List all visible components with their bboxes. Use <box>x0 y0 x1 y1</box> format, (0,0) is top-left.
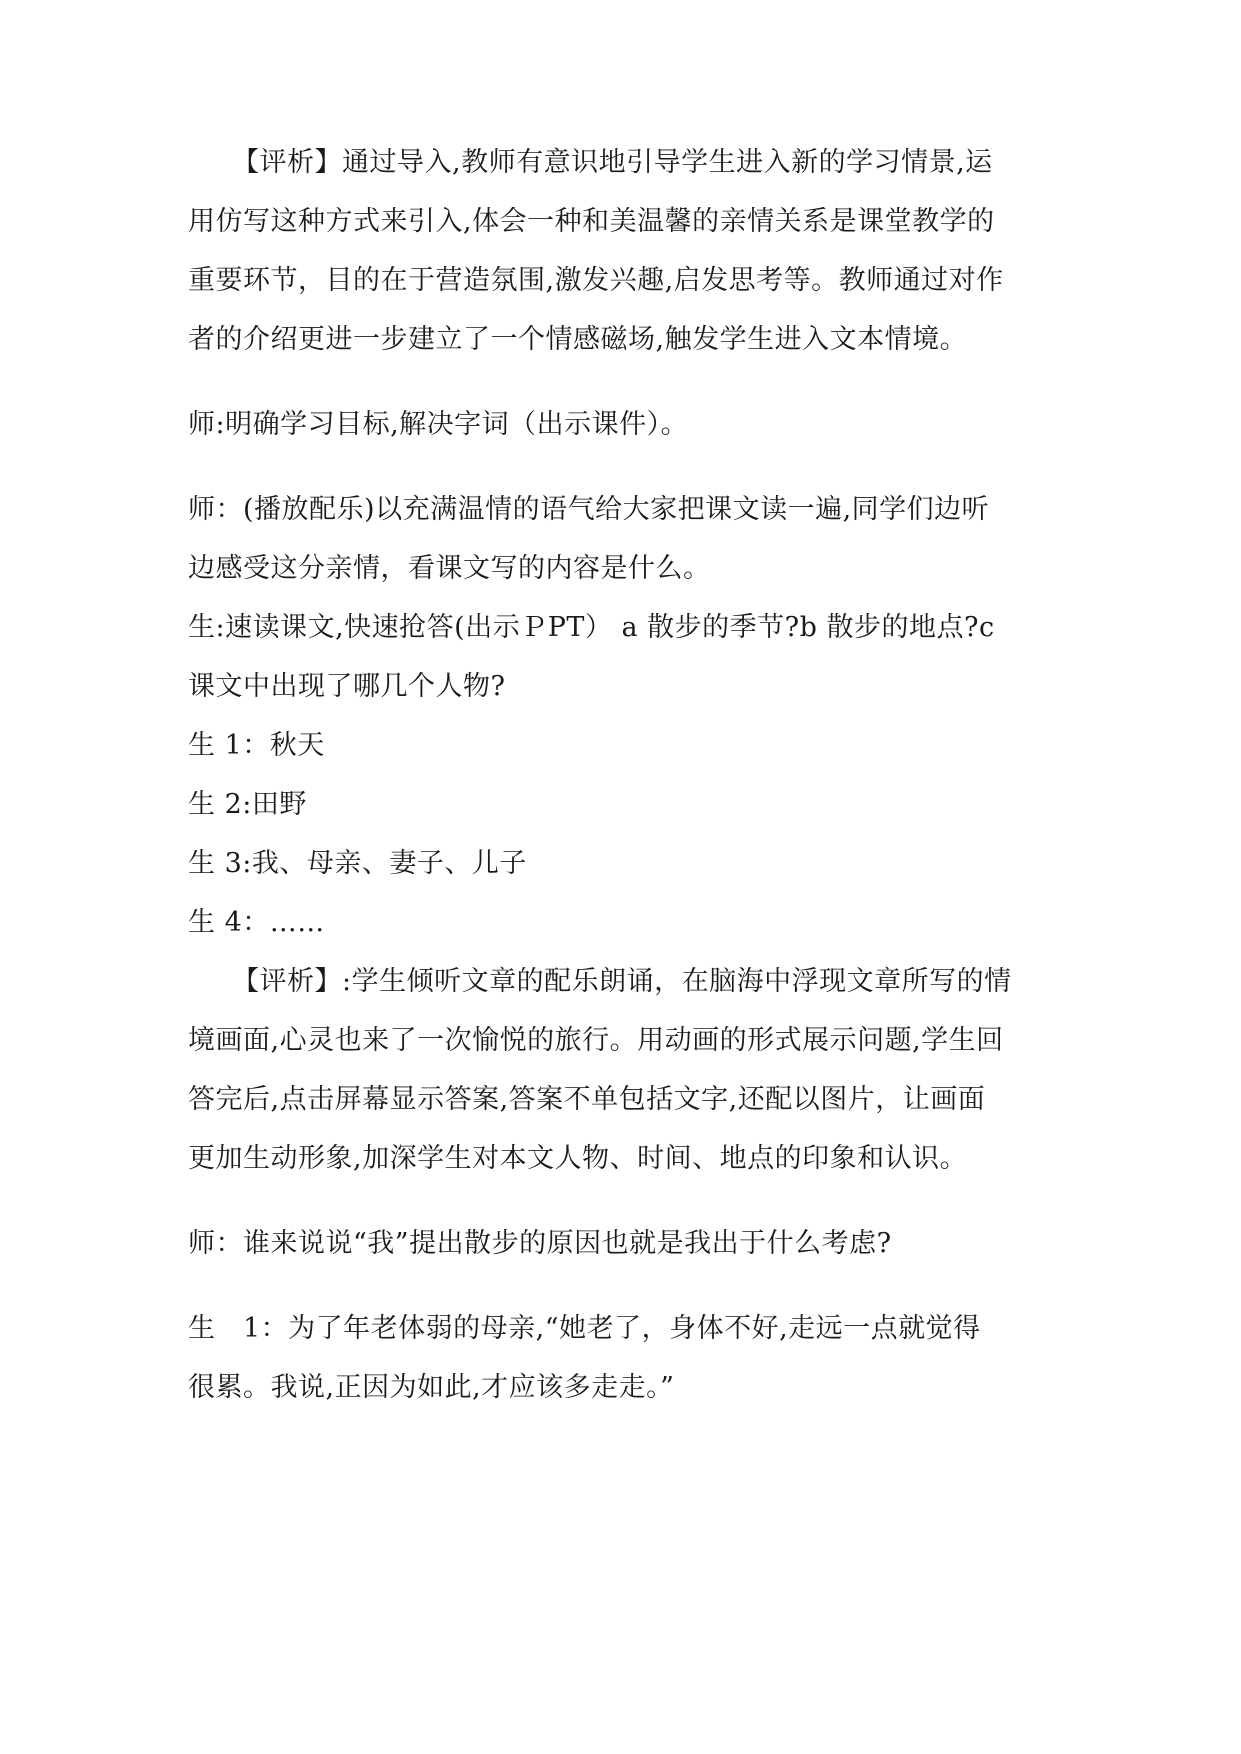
paragraph-analysis-1-line-3: 重要环节，目的在于营造氛围,激发兴趣,启发思考等。教师通过对作 <box>188 265 1004 296</box>
paragraph-analysis-2-line-2: 境画面,心灵也来了一次愉悦的旅行。用动画的形式展示问题,学生回 <box>188 1025 1004 1056</box>
paragraph-analysis-1-line-1: 【评析】通过导入,教师有意识地引导学生进入新的学习情景,运 <box>232 147 993 178</box>
paragraph-analysis-2-line-3: 答完后,点击屏幕显示答案,答案不单包括文字,还配以图片，让画面 <box>188 1084 986 1115</box>
student-1-reason-line-1: 生 1：为了年老体弱的母亲,“她老了，身体不好,走远一点就觉得 <box>188 1313 981 1344</box>
paragraph-analysis-1-line-4: 者的介绍更进一步建立了一个情感磁场,触发学生进入文本情境。 <box>188 324 968 355</box>
student-2-answer: 生 2:田野 <box>188 789 307 820</box>
paragraph-analysis-1-line-2: 用仿写这种方式来引入,体会一种和美温馨的亲情关系是课堂教学的 <box>188 206 995 237</box>
paragraph-analysis-2-line-1: 【评析】:学生倾听文章的配乐朗诵，在脑海中浮现文章所写的情 <box>232 966 1012 997</box>
student-1-reason-line-2: 很累。我说,正因为如此,才应该多走走。” <box>188 1372 675 1403</box>
teacher-line-reading-1: 师：(播放配乐)以充满温情的语气给大家把课文读一遍,同学们边听 <box>188 494 990 525</box>
student-line-quick-answer-2: 课文中出现了哪几个人物? <box>188 671 506 702</box>
student-4-answer: 生 4：…… <box>188 907 325 938</box>
student-3-answer: 生 3:我、母亲、妻子、儿子 <box>188 848 527 879</box>
student-line-quick-answer-1: 生:速读课文,快速抢答(出示ＰPT） a 散步的季节?b 散步的地点?c <box>188 612 995 643</box>
teacher-line-reading-2: 边感受这分亲情，看课文写的内容是什么。 <box>188 553 711 584</box>
teacher-line-objectives: 师:明确学习目标,解决字词（出示课件）。 <box>188 409 689 440</box>
teacher-line-question: 师：谁来说说“我”提出散步的原因也就是我出于什么考虑? <box>188 1228 892 1259</box>
student-1-answer: 生 1：秋天 <box>188 730 325 761</box>
paragraph-analysis-2-line-4: 更加生动形象,加深学生对本文人物、时间、地点的印象和认识。 <box>188 1143 968 1174</box>
